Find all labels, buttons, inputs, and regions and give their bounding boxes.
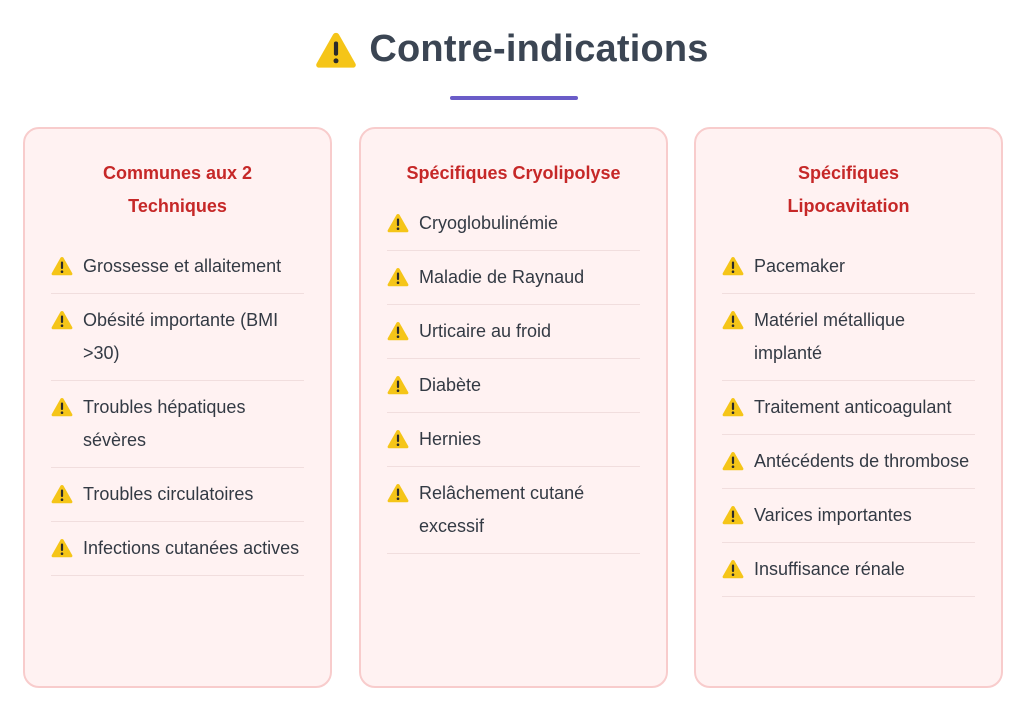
warning-icon xyxy=(51,538,73,558)
title-wrap xyxy=(315,28,708,71)
list-item xyxy=(722,294,975,381)
card-title: Spécifiques Cryolipolyse xyxy=(406,163,621,183)
warning-icon xyxy=(387,429,409,449)
warning-icon xyxy=(387,483,409,503)
item-text: Troubles hépatiques sévères xyxy=(83,397,246,450)
list-item xyxy=(722,240,975,294)
item-text: Maladie de Raynaud xyxy=(419,267,585,287)
list-item xyxy=(387,305,640,359)
contraindication-list xyxy=(722,240,975,597)
warning-icon xyxy=(722,397,744,417)
warning-icon xyxy=(722,559,744,579)
item-text: Antécédents de thrombose xyxy=(754,451,970,471)
warning-icon xyxy=(387,213,409,233)
list-item xyxy=(387,251,640,305)
list-item xyxy=(51,468,304,522)
item-text: Matériel métallique implanté xyxy=(754,310,906,363)
warning-icon xyxy=(387,375,409,395)
list-item xyxy=(387,413,640,467)
item-text: Insuffisance rénale xyxy=(754,559,905,579)
warning-icon xyxy=(315,31,357,69)
list-item xyxy=(387,359,640,413)
warning-icon xyxy=(722,310,744,330)
item-text: Grossesse et allaitement xyxy=(83,256,282,276)
item-text: Infections cutanées actives xyxy=(83,538,300,558)
warning-icon xyxy=(51,310,73,330)
item-text: Relâchement cutané excessif xyxy=(419,483,585,536)
warning-icon xyxy=(51,256,73,276)
list-item xyxy=(722,543,975,597)
title-underline xyxy=(450,96,578,100)
warning-icon xyxy=(51,397,73,417)
item-text: Traitement anticoagulant xyxy=(754,397,952,417)
contraindication-list xyxy=(51,240,304,576)
card-title: Spécifiques Lipocavitation xyxy=(787,163,910,216)
contraindication-list xyxy=(387,197,640,554)
page-title: Contre-indications xyxy=(369,28,709,70)
warning-icon xyxy=(51,484,73,504)
card-cryolipolyse xyxy=(359,127,668,688)
item-text: Varices importantes xyxy=(754,505,912,525)
item-text: Diabète xyxy=(419,375,482,395)
item-text: Urticaire au froid xyxy=(419,321,552,341)
list-item xyxy=(722,435,975,489)
list-item xyxy=(51,381,304,468)
warning-icon xyxy=(722,256,744,276)
warning-icon xyxy=(387,321,409,341)
item-text: Pacemaker xyxy=(754,256,846,276)
item-text: Hernies xyxy=(419,429,482,449)
item-text: Obésité importante (BMI >30) xyxy=(83,310,279,363)
list-item xyxy=(722,381,975,435)
list-item xyxy=(51,240,304,294)
item-text: Cryoglobulinémie xyxy=(419,213,559,233)
list-item xyxy=(51,522,304,576)
card-lipocavitation xyxy=(694,127,1003,688)
card-communes xyxy=(23,127,332,688)
item-text: Troubles circulatoires xyxy=(83,484,254,504)
warning-icon xyxy=(722,451,744,471)
card-title: Communes aux 2 Techniques xyxy=(102,163,253,216)
warning-icon xyxy=(722,505,744,525)
warning-icon xyxy=(387,267,409,287)
list-item xyxy=(722,489,975,543)
list-item xyxy=(387,197,640,251)
page-header xyxy=(0,28,1024,71)
list-item xyxy=(387,467,640,554)
list-item xyxy=(51,294,304,381)
